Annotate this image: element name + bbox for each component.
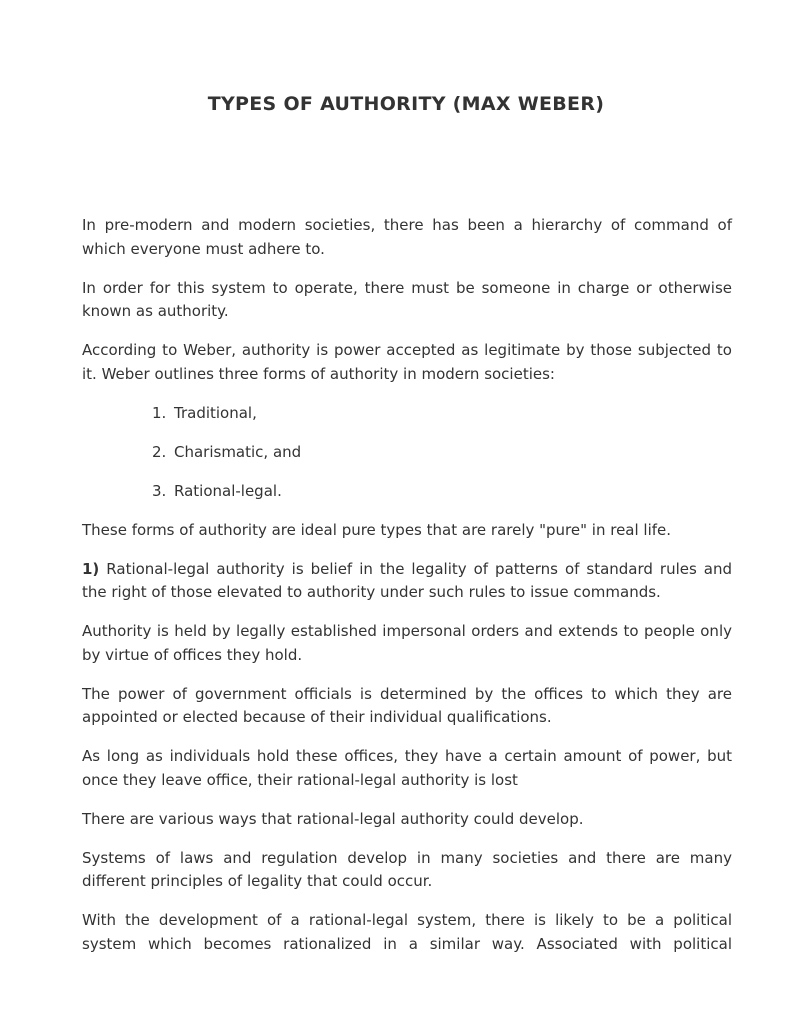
- list-item-text: Rational-legal.: [174, 481, 282, 500]
- paragraph-system: In order for this system to operate, there must be someone in charge or otherwise known as authority.: [82, 278, 732, 320]
- paragraph-impersonal-orders: Authority is held by legally established impersonal orders and extends to people only by virtue of offices they hold.: [82, 622, 732, 664]
- list-item: [82, 441, 732, 465]
- paragraph-rational-legal-text: Rational-legal authority is belief in the legality of patterns of standard rules and the right of those elevated to authority under such rules to issue commands.: [82, 559, 732, 601]
- authority-types-list: [82, 402, 732, 504]
- paragraph-weber-definition: According to Weber, authority is power accepted as legitimate by those subjected to it. Weber outlines three forms of authority in modern societies:: [82, 341, 732, 383]
- paragraph-political-system: With the development of a rational-legal system, there is likely to be a political system which becomes rationalized in a similar way. Associated with political: [82, 911, 732, 953]
- paragraph-systems-of-laws: Systems of laws and regulation develop in many societies and there are many different principles of legality that could occur.: [82, 848, 732, 890]
- paragraph-ways-develop: There are various ways that rational-legal authority could develop.: [82, 809, 584, 828]
- list-item-number: 1.: [152, 403, 167, 422]
- list-item-text: Charismatic, and: [174, 442, 302, 461]
- list-item-number: 3.: [152, 481, 167, 500]
- list-item: [82, 480, 732, 504]
- list-item-number: 2.: [152, 442, 167, 461]
- paragraph-government-officials: The power of government officials is determined by the offices to which they are appointed or elected because of their individual qualifications.: [82, 684, 732, 726]
- paragraph-rational-legal: [82, 558, 732, 605]
- document-title: TYPES OF AUTHORITY (MAX WEBER): [207, 93, 605, 115]
- list-item-text: Traditional,: [174, 403, 257, 422]
- paragraph-ideal-types: These forms of authority are ideal pure types that are rarely "pure" in real life.: [82, 520, 672, 539]
- paragraph-hold-offices: As long as individuals hold these offices, they have a certain amount of power, but once they leave office, their rational-legal authority is lost: [82, 747, 732, 789]
- list-item: [82, 402, 732, 426]
- document-body: [82, 214, 732, 972]
- paragraph-intro: In pre-modern and modern societies, there has been a hierarchy of command of which everyone must adhere to.: [82, 216, 732, 258]
- section-marker: 1): [82, 559, 100, 578]
